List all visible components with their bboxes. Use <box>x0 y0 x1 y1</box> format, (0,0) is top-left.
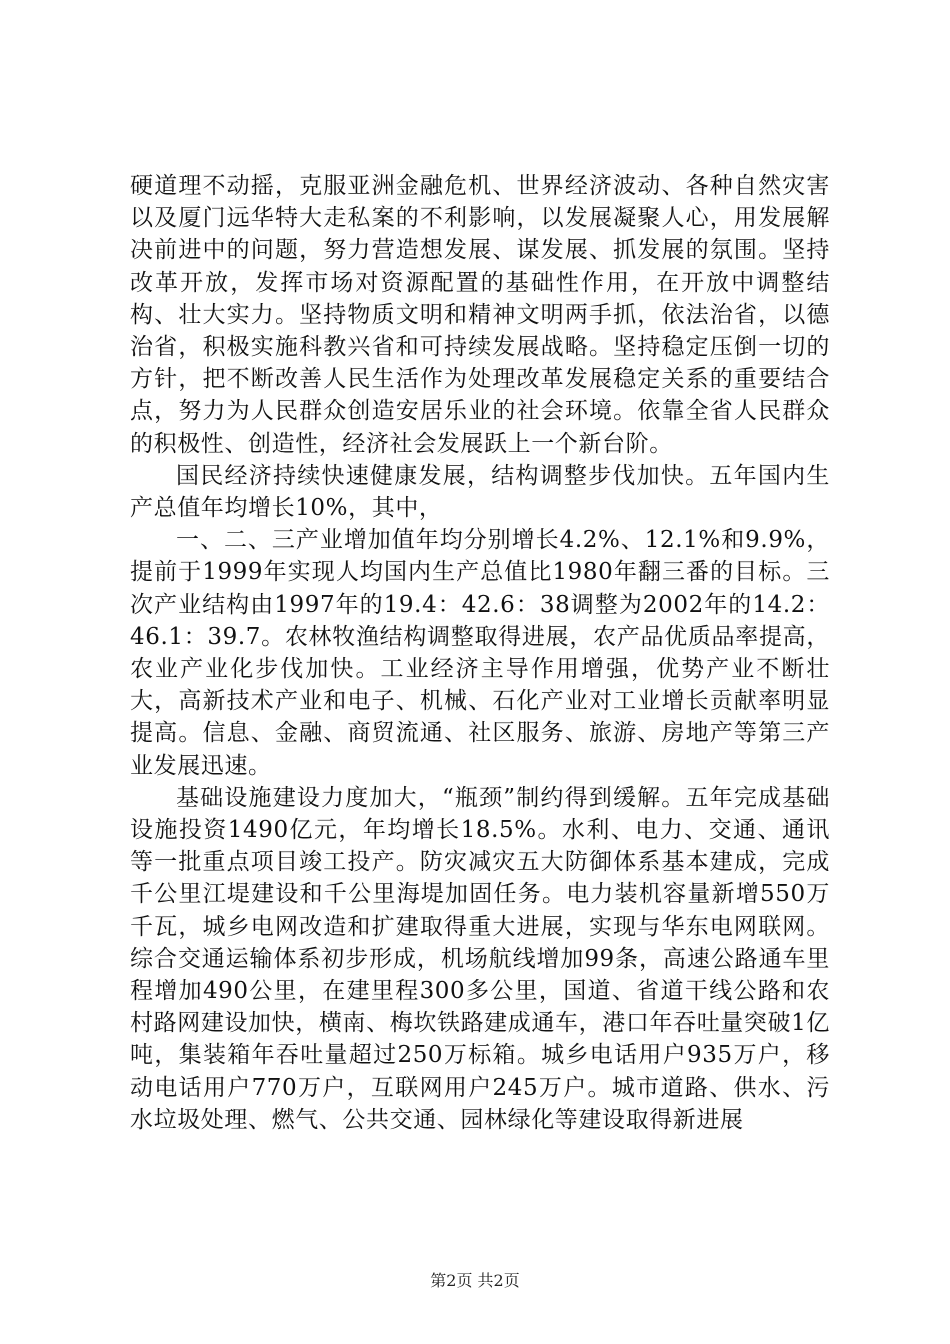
paragraph-infrastructure: 基础设施建设力度加大，“瓶颈”制约得到缓解。五年完成基础设施投资1490亿元，年均增长18.5%。水利、电力、交通、通讯等一批重点项目竣工投产。防灾减灾五大防御体系基本建成，完成千公里江堤建设和千公里海堤加固任务。电力装机容量新增550万千瓦，城乡电网改造和扩建取得重大进展，实现与华东电网联网。综合交通运输体系初步形成，机场航线增加99条，高速公路通车里程增加490公里，在建里程300多公里，国道、省道干线公路和农村路网建设加快，横南、梅坎铁路建成通车，港口年吞吐量突破1亿吨，集装箱年吞吐量超过250万标箱。城乡电话用户935万户，移动电话用户770万户，互联网用户245万户。城市道路、供水、污水垃圾处理、燃气、公共交通、园林绿化等建设取得新进展 <box>130 784 830 1133</box>
document-body <box>130 170 830 1136</box>
page-number: 第2页 共2页 <box>430 1271 520 1290</box>
paragraph-economy: 国民经济持续快速健康发展，结构调整步伐加快。五年国内生产总值年均增长10%，其中， <box>130 462 830 522</box>
paragraph-continuation: 硬道理不动摇，克服亚洲金融危机、世界经济波动、各种自然灾害以及厦门远华特大走私案的不利影响，以发展凝聚人心，用发展解决前进中的问题，努力营造想发展、谋发展、抓发展的氛围。坚持改革开放，发挥市场对资源配置的基础性作用，在开放中调整结构、壮大实力。坚持物质文明和精神文明两手抓，依法治省，以德治省，积极实施科教兴省和可持续发展战略。坚持稳定压倒一切的方针，把不断改善人民生活作为处理改革发展稳定关系的重要结合点，努力为人民群众创造安居乐业的社会环境。依靠全省人民群众的积极性、创造性，经济社会发展跃上一个新台阶。 <box>130 173 830 457</box>
paragraph-industry: 一、二、三产业增加值年均分别增长4.2%、12.1%和9.9%，提前于1999年实现人均国内生产总值比1980年翻三番的目标。三次产业结构由1997年的19.4：42.6：38调整为2002年的14.2：46.1：39.7。农林牧渔结构调整取得进展，农产品优质品率提高，农业产业化步伐加快。工业经济主导作用增强，优势产业不断壮大，高新技术产业和电子、机械、石化产业对工业增长贡献率明显提高。信息、金融、商贸流通、社区服务、旅游、房地产等第三产业发展迅速。 <box>130 527 830 779</box>
